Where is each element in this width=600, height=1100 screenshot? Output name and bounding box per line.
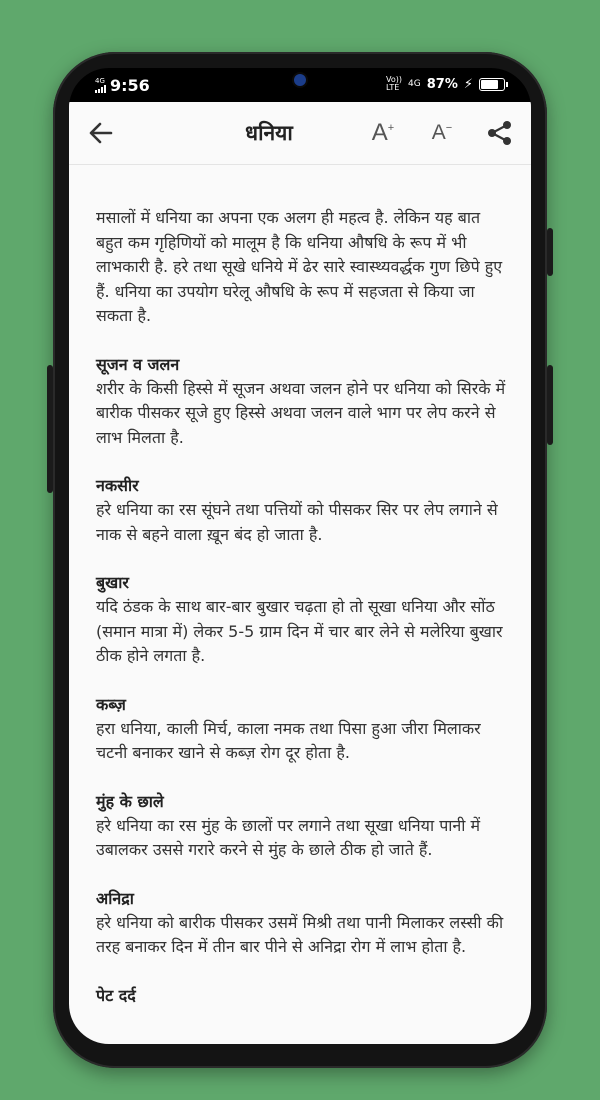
section-heading: पेट दर्द [96,985,136,1005]
share-icon [486,119,514,147]
section-heading: मुंह के छाले [96,791,164,811]
section-stomach-ache [96,984,508,1008]
page-title: धनिया [245,121,293,145]
section-text: हरा धनिया, काली मिर्च, काला नमक तथा पिसा हुआ जीरा मिलाकर चटनी बनाकर खाने से कब्ज़ रोग दूर होता है. [96,718,481,762]
status-right [386,76,505,92]
network-4g-icon: 4G [408,79,421,89]
section-heading: नकसीर [96,476,139,495]
share-button[interactable] [482,115,518,151]
section-text: हरे धनिया को बारीक पीसकर उसमें मिश्री तथा पानी मिलाकर लस्सी की तरह बनाकर दिन में तीन बार पीने से अनिद्रा रोग में लाभ होता है. [96,912,504,956]
phone-side-button [47,365,53,493]
signal-icon [95,78,106,93]
section-mouth-ulcers [96,790,508,863]
section-swelling [96,353,508,451]
article-intro: मसालों में धनिया का अपना एक अलग ही महत्व है. लेकिन यह बात बहुत कम गृहिणियों को मालूम है कि धनिया औषधि के रूप में भी लाभकारी है. हरे तथा सूखे धनिये में ढेर सारे स्वास्थ्यवर्द्धक गुण छिपे हुए हैं. धनिया का उपयोग घरेलू औषधि के रूप में सहजता से किया जा सकता है. [96,208,503,325]
font-decrease-label: A− [431,121,453,144]
section-nosebleed [96,474,508,547]
section-fever [96,571,508,669]
battery-icon [479,78,505,91]
section-heading: कब्ज़ [96,694,126,714]
front-camera [294,74,306,86]
section-heading: सूजन व जलन [96,354,180,374]
phone-volume-button [547,228,553,276]
font-increase-button[interactable] [365,115,401,151]
status-left [95,76,150,95]
back-button[interactable] [83,115,119,151]
charging-icon: ⚡ [463,76,473,92]
article-body [96,206,508,1032]
top-toolbar [69,102,531,165]
volte-icon: Vo)) LTE [386,75,403,92]
section-constipation [96,693,508,766]
battery-percent: 87% [426,76,458,92]
section-heading: बुखार [96,573,129,592]
section-text: यदि ठंडक के साथ बार-बार बुखार चढ़ता हो तो सूखा धनिया और सोंठ (समान मात्रा में) लेकर 5-5 ग्राम दिन में चार बार लेने से मलेरिया बुखार ठीक होने लगता है. [96,597,503,665]
phone-screen [69,68,531,1044]
section-text: शरीर के किसी हिस्से में सूजन अथवा जलन होने पर धनिया को सिरके में बारीक पीसकर सूजे हुए हिस्से अथवा जलन वाले भाग पर लेप करने से लाभ मिलता है. [96,378,506,447]
status-time: 9:56 [110,76,150,95]
status-bar [69,68,531,102]
network-type-label: 4G [95,77,105,85]
app-content [69,102,531,1044]
font-increase-label: A+ [371,119,395,146]
section-insomnia [96,887,508,960]
section-text: हरे धनिया का रस सूंघने तथा पत्तियों को पीसकर सिर पर लेप लगाने से नाक से बहने वाला ख़ून बंद हो जाता है. [96,500,498,544]
section-text: हरे धनिया का रस मुंह के छालों पर लगाने तथा सूखा धनिया पानी में उबालकर उससे गरारे करने से मुंह के छाले ठीक हो जाते हैं. [96,815,481,859]
arrow-left-icon [87,119,115,147]
font-decrease-button[interactable] [424,115,460,151]
section-heading: अनिद्रा [96,888,134,908]
phone-power-button [547,365,553,445]
